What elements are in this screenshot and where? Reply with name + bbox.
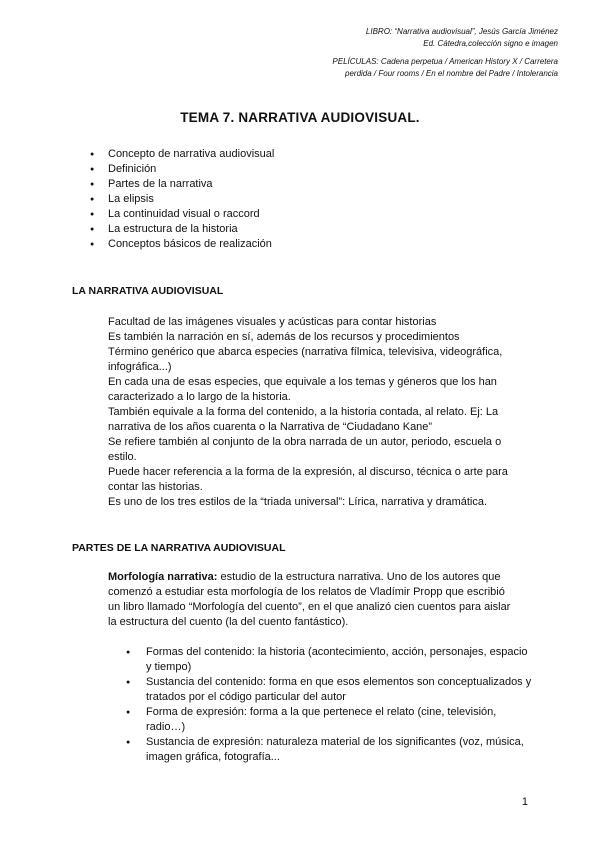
book-reference — [366, 26, 558, 50]
definition-paragraph: También equivale a la forma del contenido, a la historia contada, al relato. Ej: La narrativa de los años cuarenta o la Narrativa de “Ciudadano Kane” — [108, 406, 499, 433]
narrative-part-item: ● Formas del contenido: la historia (acontecimiento, acción, personajes, espacio y tiempo) — [126, 645, 536, 675]
films-reference-line: perdida / Four rooms / En el nombre del Padre / Intolerancia — [345, 69, 558, 78]
narrative-part-item: ● Sustancia de expresión: naturaleza material de los significantes (voz, música, imagen gráfica, fotografía... — [126, 735, 536, 765]
topic-item: ● Definición — [86, 162, 274, 177]
definition-paragraph: Puede hacer referencia a la forma de la expresión, al discurso, técnica o arte para contar las historias. — [108, 466, 508, 493]
films-reference — [332, 56, 558, 80]
definition-paragraph: Término genérico que abarca especies (narrativa fílmica, televisiva, videográfica, infográfica...) — [108, 346, 503, 373]
morfologia-description: estudio de la estructura narrativa. Uno de los autores que comenzó a estudiar esta morfología de los relatos de Vladímir Propp que escribió un libro llamado “Morfología del cuento”, en el que analizó cien cuentos para aislar la estructura del cuento (la del cuento fantástico). — [108, 571, 511, 628]
morfologia-paragraph — [108, 570, 518, 630]
definition-paragraph: Es también la narración en sí, además de los recursos y procedimientos — [108, 331, 460, 343]
definition-paragraph: Es uno de los tres estilos de la “triada universal”: Lírica, narrativa y dramática. — [108, 496, 488, 508]
definition-paragraph: Facultad de las imágenes visuales y acústicas para contar historias — [108, 316, 437, 328]
topic-item: ● Conceptos básicos de realización — [86, 237, 274, 252]
definition-paragraph: En cada una de esas especies, que equivale a los temas y géneros que los han caracterizado a lo largo de la historia. — [108, 376, 497, 403]
morfologia-text — [108, 570, 518, 630]
topic-item: ● La elipsis — [86, 192, 274, 207]
topic-item: ● Concepto de narrativa audiovisual — [86, 147, 274, 162]
narrative-parts-list — [126, 645, 536, 765]
narrativa-definitions — [108, 315, 518, 510]
page-title: TEMA 7. NARRATIVA AUDIOVISUAL. — [180, 110, 420, 125]
topic-item: ● La continuidad visual o raccord — [86, 207, 274, 222]
section-heading-narrativa: LA NARRATIVA AUDIOVISUAL — [72, 285, 224, 297]
films-reference-line: PELÍCULAS: Cadena perpetua / American History X / Carretera — [332, 57, 558, 66]
topic-item: ● Partes de la narrativa — [86, 177, 274, 192]
section-heading-partes: PARTES DE LA NARRATIVA AUDIOVISUAL — [72, 542, 286, 554]
page-number: 1 — [521, 796, 528, 808]
book-reference-line: LIBRO: “Narrativa audiovisual”, Jesús García Jiménez — [365, 27, 558, 36]
topic-list — [86, 147, 274, 252]
narrative-part-item: ● Sustancia del contenido: forma en que esos elementos son conceptualizados y tratados por el código particular del autor — [126, 675, 536, 705]
definition-paragraph: Se refiere también al conjunto de la obra narrada de un autor, periodo, escuela o estilo. — [108, 436, 502, 463]
morfologia-term: Morfología narrativa: — [108, 571, 218, 583]
topic-item: ● La estructura de la historia — [86, 222, 274, 237]
narrative-part-item: ● Forma de expresión: forma a la que pertenece el relato (cine, televisión, radio…) — [126, 705, 536, 735]
book-reference-line: Ed. Cátedra,colección signo e imagen — [423, 39, 558, 48]
